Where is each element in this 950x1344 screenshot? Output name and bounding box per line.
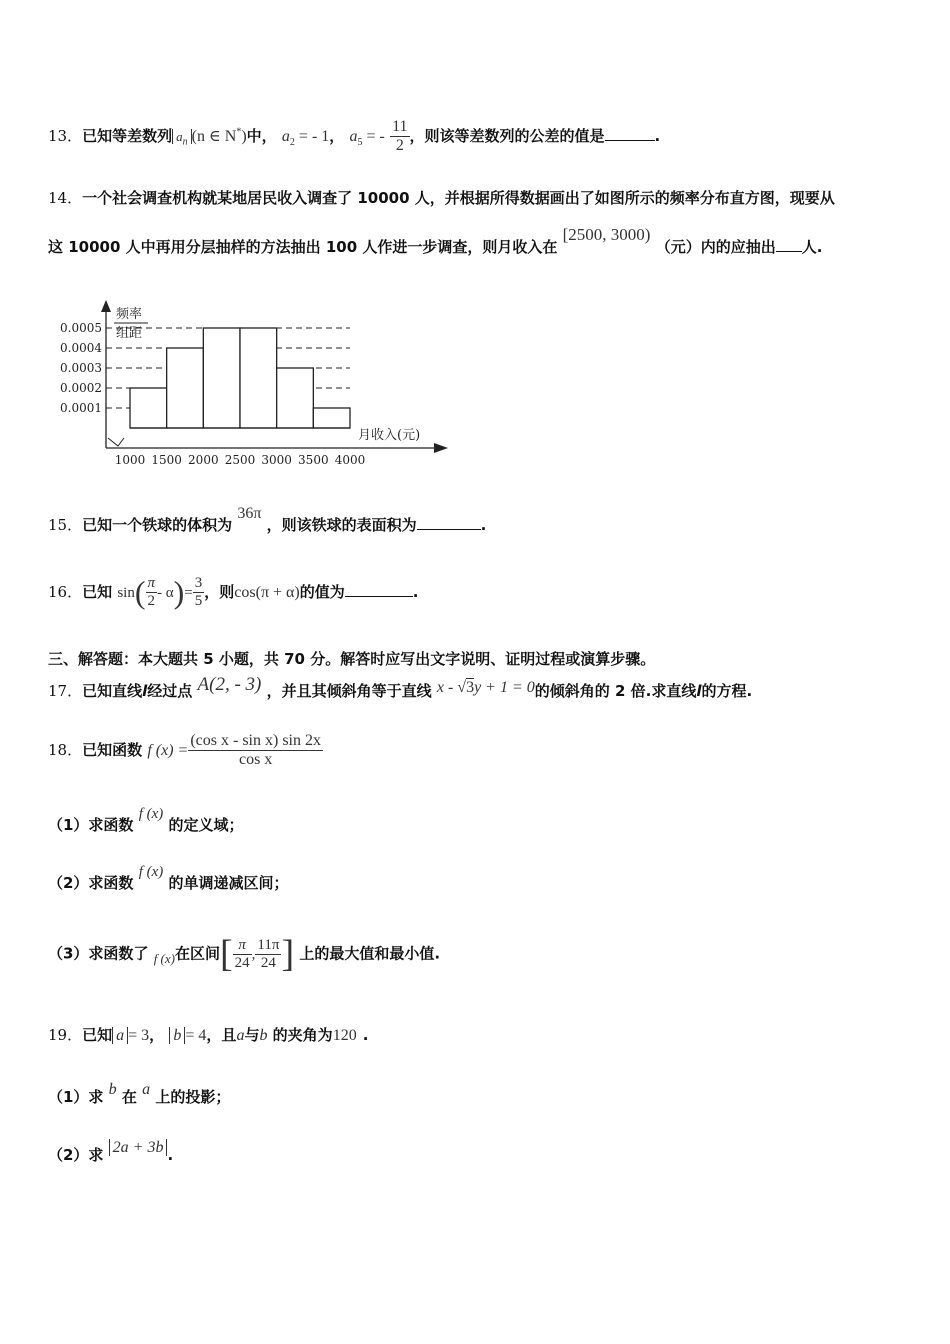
q18-part-3: [48, 932, 440, 976]
q18-interval-start: $\frac{\pi}{24}$: [234, 936, 250, 971]
q16-minus-alpha: - α: [157, 585, 174, 601]
q18-p3-fx: f (x): [153, 950, 175, 966]
q18-p2-fx: f (x): [138, 864, 164, 880]
q13-answer-blank: [605, 126, 655, 141]
q16-rhs: $\frac{3}{5}$: [194, 575, 203, 609]
q18-fx: f (x) =: [147, 742, 189, 759]
frequency-histogram: [48, 298, 468, 478]
q13-comma: ，: [329, 127, 345, 145]
interval-left-bracket: [: [220, 933, 233, 975]
x-tick-label: 1500: [151, 453, 182, 467]
x-tick-label: 3500: [298, 453, 329, 467]
y-tick-label: 0.0001: [60, 400, 102, 415]
q19: [48, 1024, 368, 1045]
q16-text-3: 的值为: [299, 583, 345, 601]
q19-p1-a: a: [142, 1081, 151, 1098]
q16-text-1: 已知: [82, 583, 113, 601]
q14-number: 14．: [48, 189, 83, 207]
x-tick-label: 2000: [188, 453, 219, 467]
histogram-bar: [240, 328, 277, 428]
histogram-bar: [277, 368, 314, 428]
q19-abs-b: b: [169, 1027, 185, 1044]
q15-volume: 36π: [237, 505, 262, 522]
q16-end: .: [412, 583, 419, 601]
q13-seq: $a_n$: [172, 129, 192, 144]
q18-part-1: [48, 806, 244, 835]
q19-part-1: [48, 1081, 231, 1107]
q17-number: 17．: [48, 682, 83, 700]
q19-number: 19．: [48, 1026, 83, 1044]
q13-number: 13．: [48, 127, 83, 145]
q15-text-2: ，则该铁球的表面积为: [266, 516, 417, 534]
q13-text-1: 已知等差数列: [82, 127, 173, 145]
q16-right-paren: ): [173, 574, 185, 610]
q14-text-4: 人.: [801, 238, 823, 256]
x-axis-arrow: [434, 443, 448, 453]
y-label-top: 频率: [116, 307, 143, 322]
q13-a2: $a_2$ = - 1: [281, 128, 330, 149]
q19-text-3: 的夹角为: [267, 1026, 333, 1044]
q15-answer-blank: [417, 515, 481, 530]
q18-p1-text: 的定义域；: [168, 816, 244, 834]
q17-text-4: 的倾斜角的 2 倍.求直线: [534, 682, 697, 700]
q18-fraction: $\frac{\text{(cos x - sin x) sin 2x}}{\text{cos x}}$: [190, 732, 321, 768]
q19-abs-a: a: [112, 1027, 128, 1044]
q19-vec-a: a: [236, 1027, 245, 1044]
q18-text-1: 已知函数: [82, 741, 143, 759]
interval-comma: ,: [251, 946, 256, 963]
x-tick-label: 3000: [261, 453, 292, 467]
q18-p3-text: 上的最大值和最小值.: [299, 944, 441, 963]
q16-pi-over-2: $\frac{\pi}{2}$: [147, 575, 156, 609]
q13-text-2: 中，: [246, 127, 277, 145]
sqrt-sign: √: [457, 679, 467, 696]
q18-p3-label: （3）求函数了: [48, 944, 149, 963]
q19-text-1: 已知: [82, 1026, 113, 1044]
histogram-bar: [203, 328, 240, 428]
q13-a5-fraction: $\frac{11}{2}$: [392, 118, 408, 154]
q14-text-1: 一个社会调查机构就某地居民收入调查了 10000 人，并根据所得数据画出了如图所示的频率分布直方图，现要从: [82, 189, 835, 207]
q16-number: 16．: [48, 583, 83, 601]
q16-expr: cos(π + α): [234, 584, 300, 601]
q18-p2-label: （2）求函数: [48, 874, 134, 892]
q17-line-eq: x - √3y + 1 = 0: [436, 679, 535, 696]
q17: [48, 674, 753, 702]
x-axis-label: 月收入(元): [358, 428, 421, 443]
q15-text-1: 已知一个铁球的体积为: [82, 516, 233, 534]
q17-text-2: 经过点: [147, 682, 193, 700]
q17-text-5: 的方程.: [701, 682, 753, 700]
q16-answer-blank: [345, 582, 413, 597]
histogram-bar: [167, 348, 204, 428]
q19-p2-end: .: [167, 1146, 174, 1164]
q18-part-2: [48, 864, 289, 893]
q18-p1-label: （1）求函数: [48, 816, 134, 834]
q13-condition: (n ∈ N*): [191, 126, 247, 145]
q18-p3-mid: 在区间: [174, 944, 220, 963]
q19-p1-b: b: [108, 1081, 117, 1098]
q19-vec-b: b: [259, 1027, 268, 1044]
y-tick-label: 0.0004: [60, 340, 102, 355]
q17-l2: l: [696, 682, 702, 700]
q17-l: l: [142, 682, 148, 700]
q19-end: .: [362, 1026, 369, 1044]
q19-b-value: = 4: [185, 1027, 207, 1044]
x-tick-label: 2500: [224, 453, 256, 467]
q13-a5: $a_5$ = -: [349, 128, 385, 149]
q13-text-3: ，则该等差数列的公差的值是: [409, 127, 605, 145]
q19-p1-mid: 在: [121, 1088, 137, 1106]
y-tick-label: 0.0002: [60, 380, 102, 395]
q19-p1-label: （1）求: [48, 1088, 104, 1106]
q13: [48, 118, 660, 155]
axis-break-mark: [108, 438, 124, 446]
q15-number: 15．: [48, 516, 83, 534]
q14-answer-blank: [776, 237, 802, 252]
q17-point: A(2, - 3): [197, 674, 262, 695]
q17-text-1: 已知直线: [82, 682, 143, 700]
q18-p2-text: 的单调递减区间；: [168, 874, 289, 892]
x-tick-label: 1000: [114, 453, 146, 467]
q14-interval: [2500, 3000): [562, 225, 651, 244]
q19-angle: 120: [332, 1027, 357, 1044]
q18-number: 18．: [48, 741, 83, 759]
q16: [48, 574, 418, 611]
q19-a-value: = 3: [128, 1027, 150, 1044]
section-3-heading: 三、解答题：本大题共 5 小题，共 70 分。解答时应写出文字说明、证明过程或演算步骤。: [48, 650, 656, 668]
q19-p2-label: （2）求: [48, 1146, 104, 1164]
q17-text-3: ，并且其倾斜角等于直线: [266, 682, 432, 700]
q15-end: .: [480, 516, 487, 534]
q16-text-2: ，则: [204, 583, 235, 601]
y-axis-arrow: [101, 300, 111, 312]
q14-line-1: [48, 187, 835, 208]
q14-text-3: （元）内的应抽出: [655, 238, 776, 256]
q15: [48, 505, 487, 535]
q19-with: 与: [244, 1026, 260, 1044]
y-tick-label: 0.0003: [60, 360, 102, 375]
q14-line-2: [48, 225, 823, 257]
q19-p2-expr: 2a + 3b: [109, 1139, 168, 1156]
histogram-bar: [130, 388, 167, 428]
y-label-bottom: 组距: [116, 326, 143, 341]
q19-part-2: [48, 1139, 174, 1165]
x-tick-label: 4000: [334, 453, 366, 467]
q13-end: .: [654, 127, 661, 145]
q16-left-paren: (: [134, 574, 146, 610]
q19-text-2: ，且: [206, 1026, 237, 1044]
q18-p1-fx: f (x): [138, 806, 164, 822]
q14-text-2: 这 10000 人中再用分层抽样的方法抽出 100 人作进一步调查，则月收入在: [48, 238, 558, 256]
y-tick-label: 0.0005: [60, 320, 102, 335]
q16-sin: sin: [117, 585, 135, 601]
q18-interval-end: $\frac{11\pi}{24}$: [257, 936, 280, 971]
q19-p1-text: 上的投影；: [155, 1088, 231, 1106]
q18: [48, 732, 323, 769]
histogram-bar: [313, 408, 350, 428]
interval-right-bracket: ]: [281, 933, 295, 975]
q19-comma: ，: [149, 1026, 165, 1044]
q16-eq: =: [184, 585, 193, 601]
